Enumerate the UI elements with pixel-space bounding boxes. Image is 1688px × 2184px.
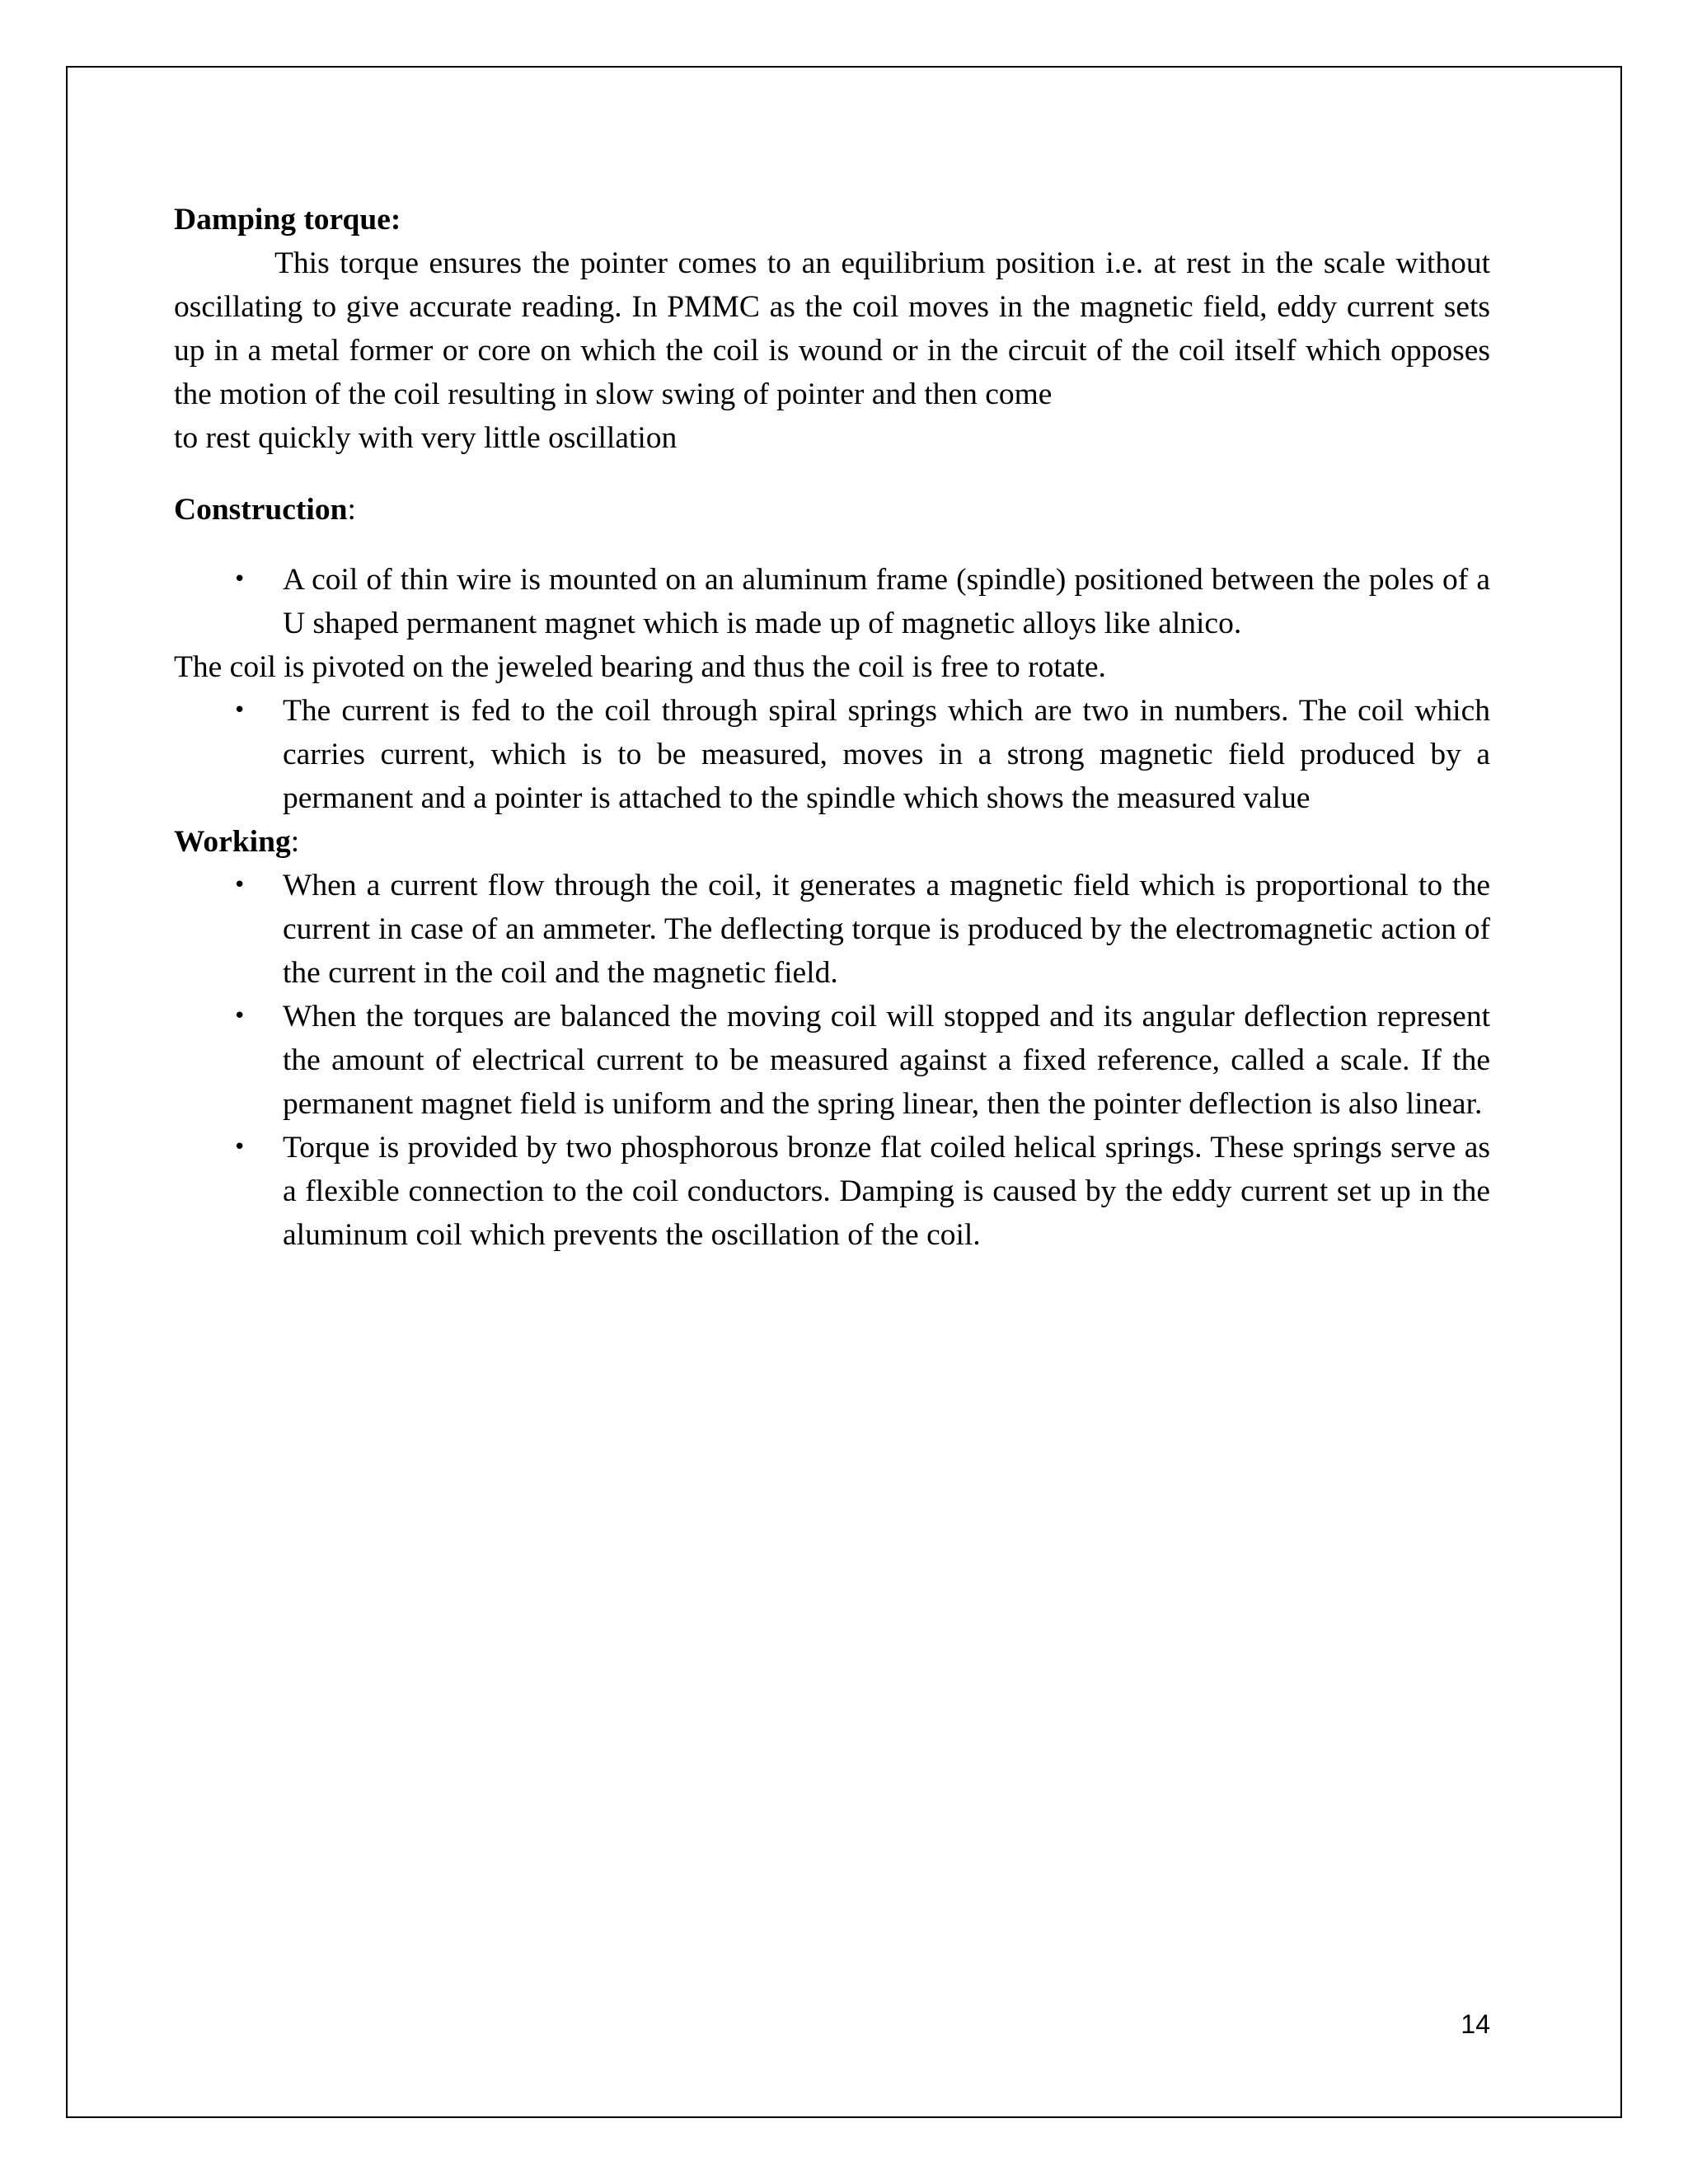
bullet-icon: • xyxy=(233,1004,246,1029)
bullet-icon: • xyxy=(233,567,246,592)
working-bullet-3-text: Torque is provided by two phosphorous bronze flat coiled helical springs. These springs serve as a flexible connection to the coil conductors. Damping is caused by the eddy current set up in the aluminum coil which prevents the oscillation of the coil. xyxy=(283,1131,1490,1252)
construction-heading: Construction xyxy=(174,493,348,527)
working-bullet-1-text: When a current flow through the coil, it generates a magnetic field which is proportional to the current in case of an ammeter. The deflecting torque is produced by the electromagnetic action of the current in the coil and the magnetic field. xyxy=(283,869,1490,990)
bullet-icon: • xyxy=(233,1135,246,1160)
damping-section xyxy=(174,198,1490,460)
spacer xyxy=(174,532,1490,558)
construction-list-2 xyxy=(174,689,1490,820)
construction-bullet-2-text: The current is fed to the coil through spiral springs which are two in numbers. The coil which carries current, which is to be measured, moves in a strong magnetic field produced by a permanent and a pointer is attached to the spindle which shows the measured value xyxy=(283,694,1490,815)
working-list xyxy=(174,864,1490,1257)
working-section xyxy=(174,820,1490,1257)
list-item xyxy=(174,995,1490,1126)
damping-heading: Damping torque: xyxy=(174,203,401,237)
construction-list xyxy=(174,558,1490,645)
construction-heading-line xyxy=(174,488,1490,532)
damping-paragraph: This torque ensures the pointer comes to an equilibrium position i.e. at rest in the scale without oscillating to give accurate reading. In PMMC as the coil moves in the magnetic field, eddy current sets up in a metal former or core on which the coil is wound or in the circuit of the coil itself which opposes the motion of the coil resulting in slow swing of pointer and then come xyxy=(174,246,1490,411)
damping-paragraph-last-line: to rest quickly with very little oscillation xyxy=(174,421,678,455)
construction-section xyxy=(174,488,1490,820)
working-heading: Working xyxy=(174,825,291,859)
construction-bullet-1-text: A coil of thin wire is mounted on an aluminum frame (spindle) positioned between the poles of a U shaped permanent magnet which is made up of magnetic alloys like alnico. xyxy=(283,563,1490,640)
bullet-icon: • xyxy=(233,873,246,898)
working-heading-line xyxy=(174,820,1490,864)
construction-continuation: The coil is pivoted on the jeweled bearing and thus the coil is free to rotate. xyxy=(174,650,1106,684)
list-item xyxy=(174,558,1490,645)
document-body xyxy=(174,198,1490,1257)
list-item xyxy=(174,864,1490,995)
list-item xyxy=(174,1126,1490,1257)
spacer xyxy=(174,460,1490,488)
construction-heading-colon: : xyxy=(347,493,356,527)
bullet-icon: • xyxy=(233,698,246,723)
list-item xyxy=(174,689,1490,820)
working-bullet-2-text: When the torques are balanced the moving coil will stopped and its angular deflection represent the amount of electrical current to be measured against a fixed reference, called a scale. If the permanent magnet field is uniform and the spring linear, then the pointer deflection is also linear. xyxy=(283,1000,1490,1121)
working-heading-colon: : xyxy=(290,825,300,859)
page-number: 14 xyxy=(1461,2009,1490,2039)
